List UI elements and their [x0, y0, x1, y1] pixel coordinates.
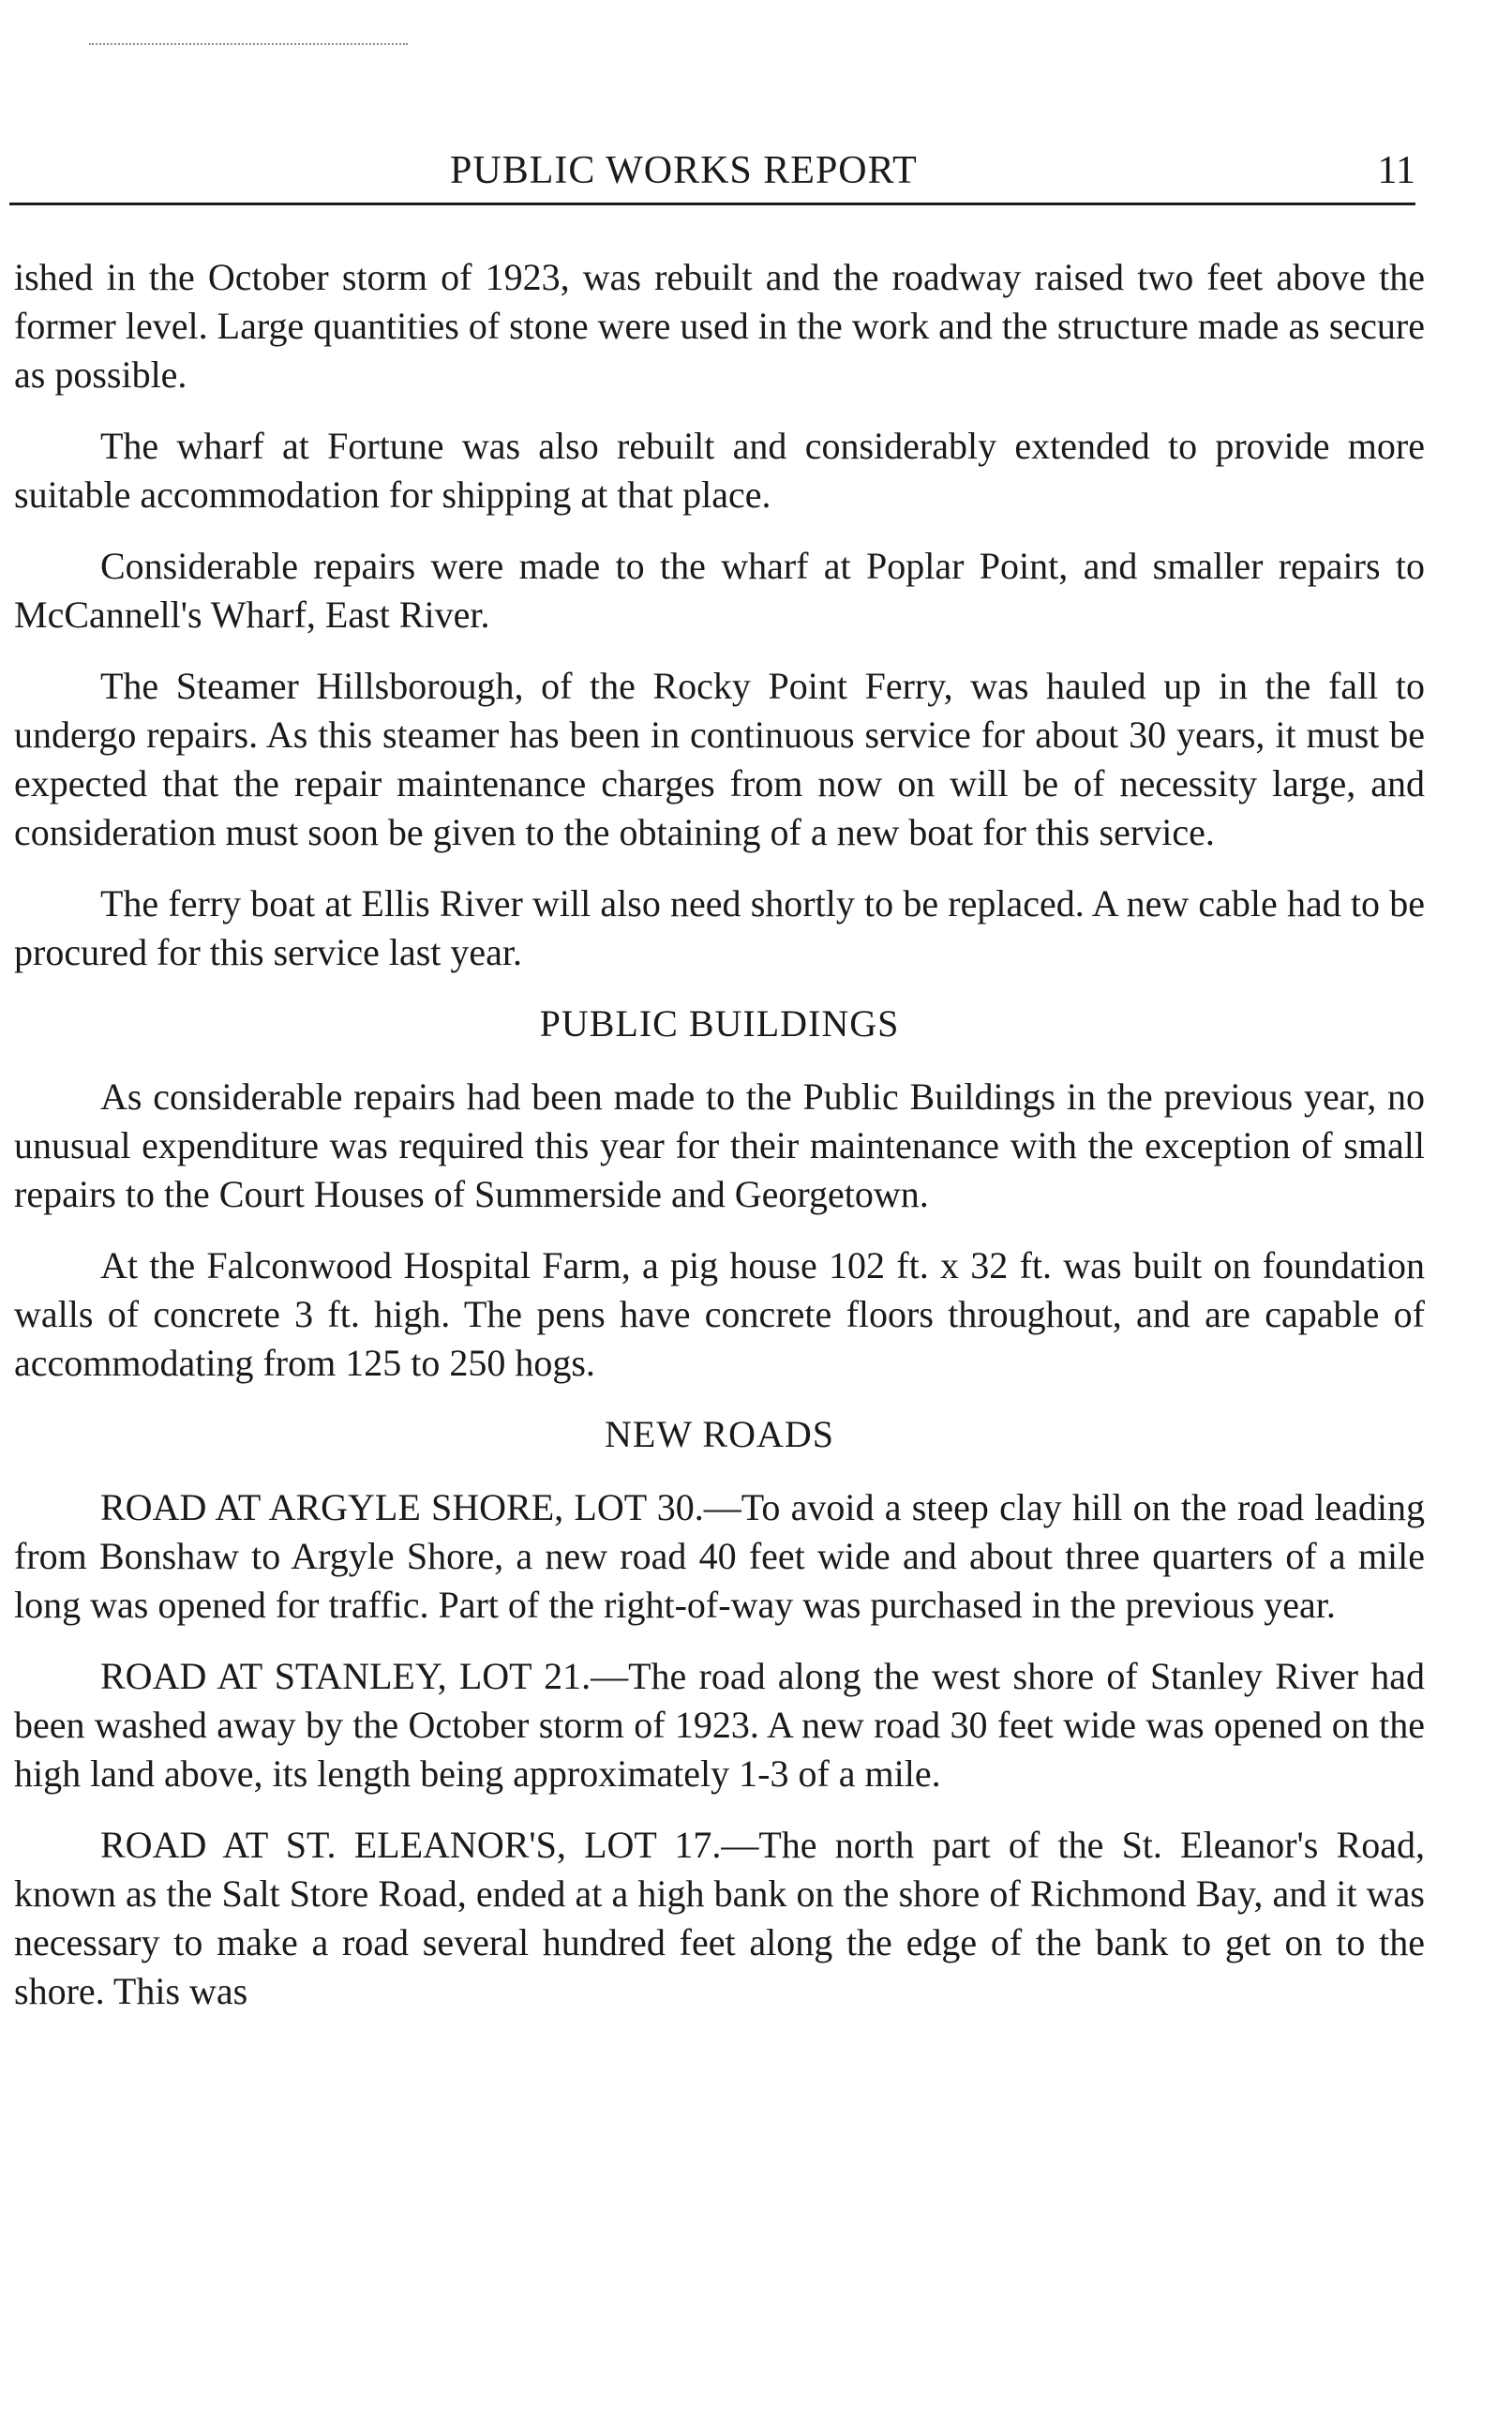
section-heading-public-buildings: PUBLIC BUILDINGS — [539, 1002, 900, 1045]
paragraph-stanley: ROAD AT STANLEY, LOT 21.—The road along the west shore of Stanley River had been washed away by the October storm of 1923. A new road 30 feet wide was opened on the high land above, its length being approximately 1-3 of a mile. — [14, 1655, 1425, 1795]
paragraph-poplar-point: Considerable repairs were made to the wharf at Poplar Point, and smaller repairs to McCannell's Wharf, East River. — [14, 545, 1425, 636]
body-text — [14, 253, 1425, 2038]
paragraph-st-eleanors: ROAD AT ST. ELEANOR'S, LOT 17.—The north part of the St. Eleanor's Road, known as the Salt Store Road, ended at a high bank on the shore of Richmond Bay, and it was necessary to make a road several hundred feet along the edge of the bank to get on to the shore. This was — [14, 1824, 1425, 2012]
page-number: 11 — [1377, 149, 1415, 192]
paragraph-continued: ished in the October storm of 1923, was rebuilt and the roadway raised two feet above the former level. Large quantities of stone were used in the work and the structure made as secure as possible. — [14, 256, 1425, 396]
paragraph-steamer-hillsborough: The Steamer Hillsborough, of the Rocky Point Ferry, was hauled up in the fall to undergo repairs. As this steamer has been in continuous service for about 30 years, it must be expected that the repair maintenance charges from now on will be of necessity large, and consideration must soon be given to the obtaining of a new boat for this service. — [14, 665, 1425, 853]
page-header — [9, 141, 1415, 216]
paragraph-argyle-shore: ROAD AT ARGYLE SHORE, LOT 30.—To avoid a steep clay hill on the road leading from Bonshaw to Argyle Shore, a new road 40 feet wide and about three quarters of a mile long was opened for traffic. Part of the right-of-way was purchased in the previous year. — [14, 1486, 1425, 1626]
print-specks — [89, 38, 408, 45]
paragraph-ellis-river: The ferry boat at Ellis River will also need shortly to be replaced. A new cable had to be procured for this service last year. — [14, 882, 1425, 973]
paragraph-fortune-wharf: The wharf at Fortune was also rebuilt and considerably extended to provide more suitable accommodation for shipping at that place. — [14, 425, 1425, 516]
paragraph-falconwood-farm: At the Falconwood Hospital Farm, a pig house 102 ft. x 32 ft. was built on foundation walls of concrete 3 ft. high. The pens have concrete floors throughout, and are capable of accommodating from 125 to 250 hogs. — [14, 1244, 1425, 1384]
header-rule — [9, 203, 1415, 205]
paragraph-public-buildings: As considerable repairs had been made to the Public Buildings in the previous year, no unusual expenditure was required this year for their maintenance with the exception of small repairs to the Court Houses of Summerside and Georgetown. — [14, 1075, 1425, 1215]
running-title: PUBLIC WORKS REPORT — [450, 149, 918, 192]
section-heading-new-roads: NEW ROADS — [605, 1413, 834, 1455]
